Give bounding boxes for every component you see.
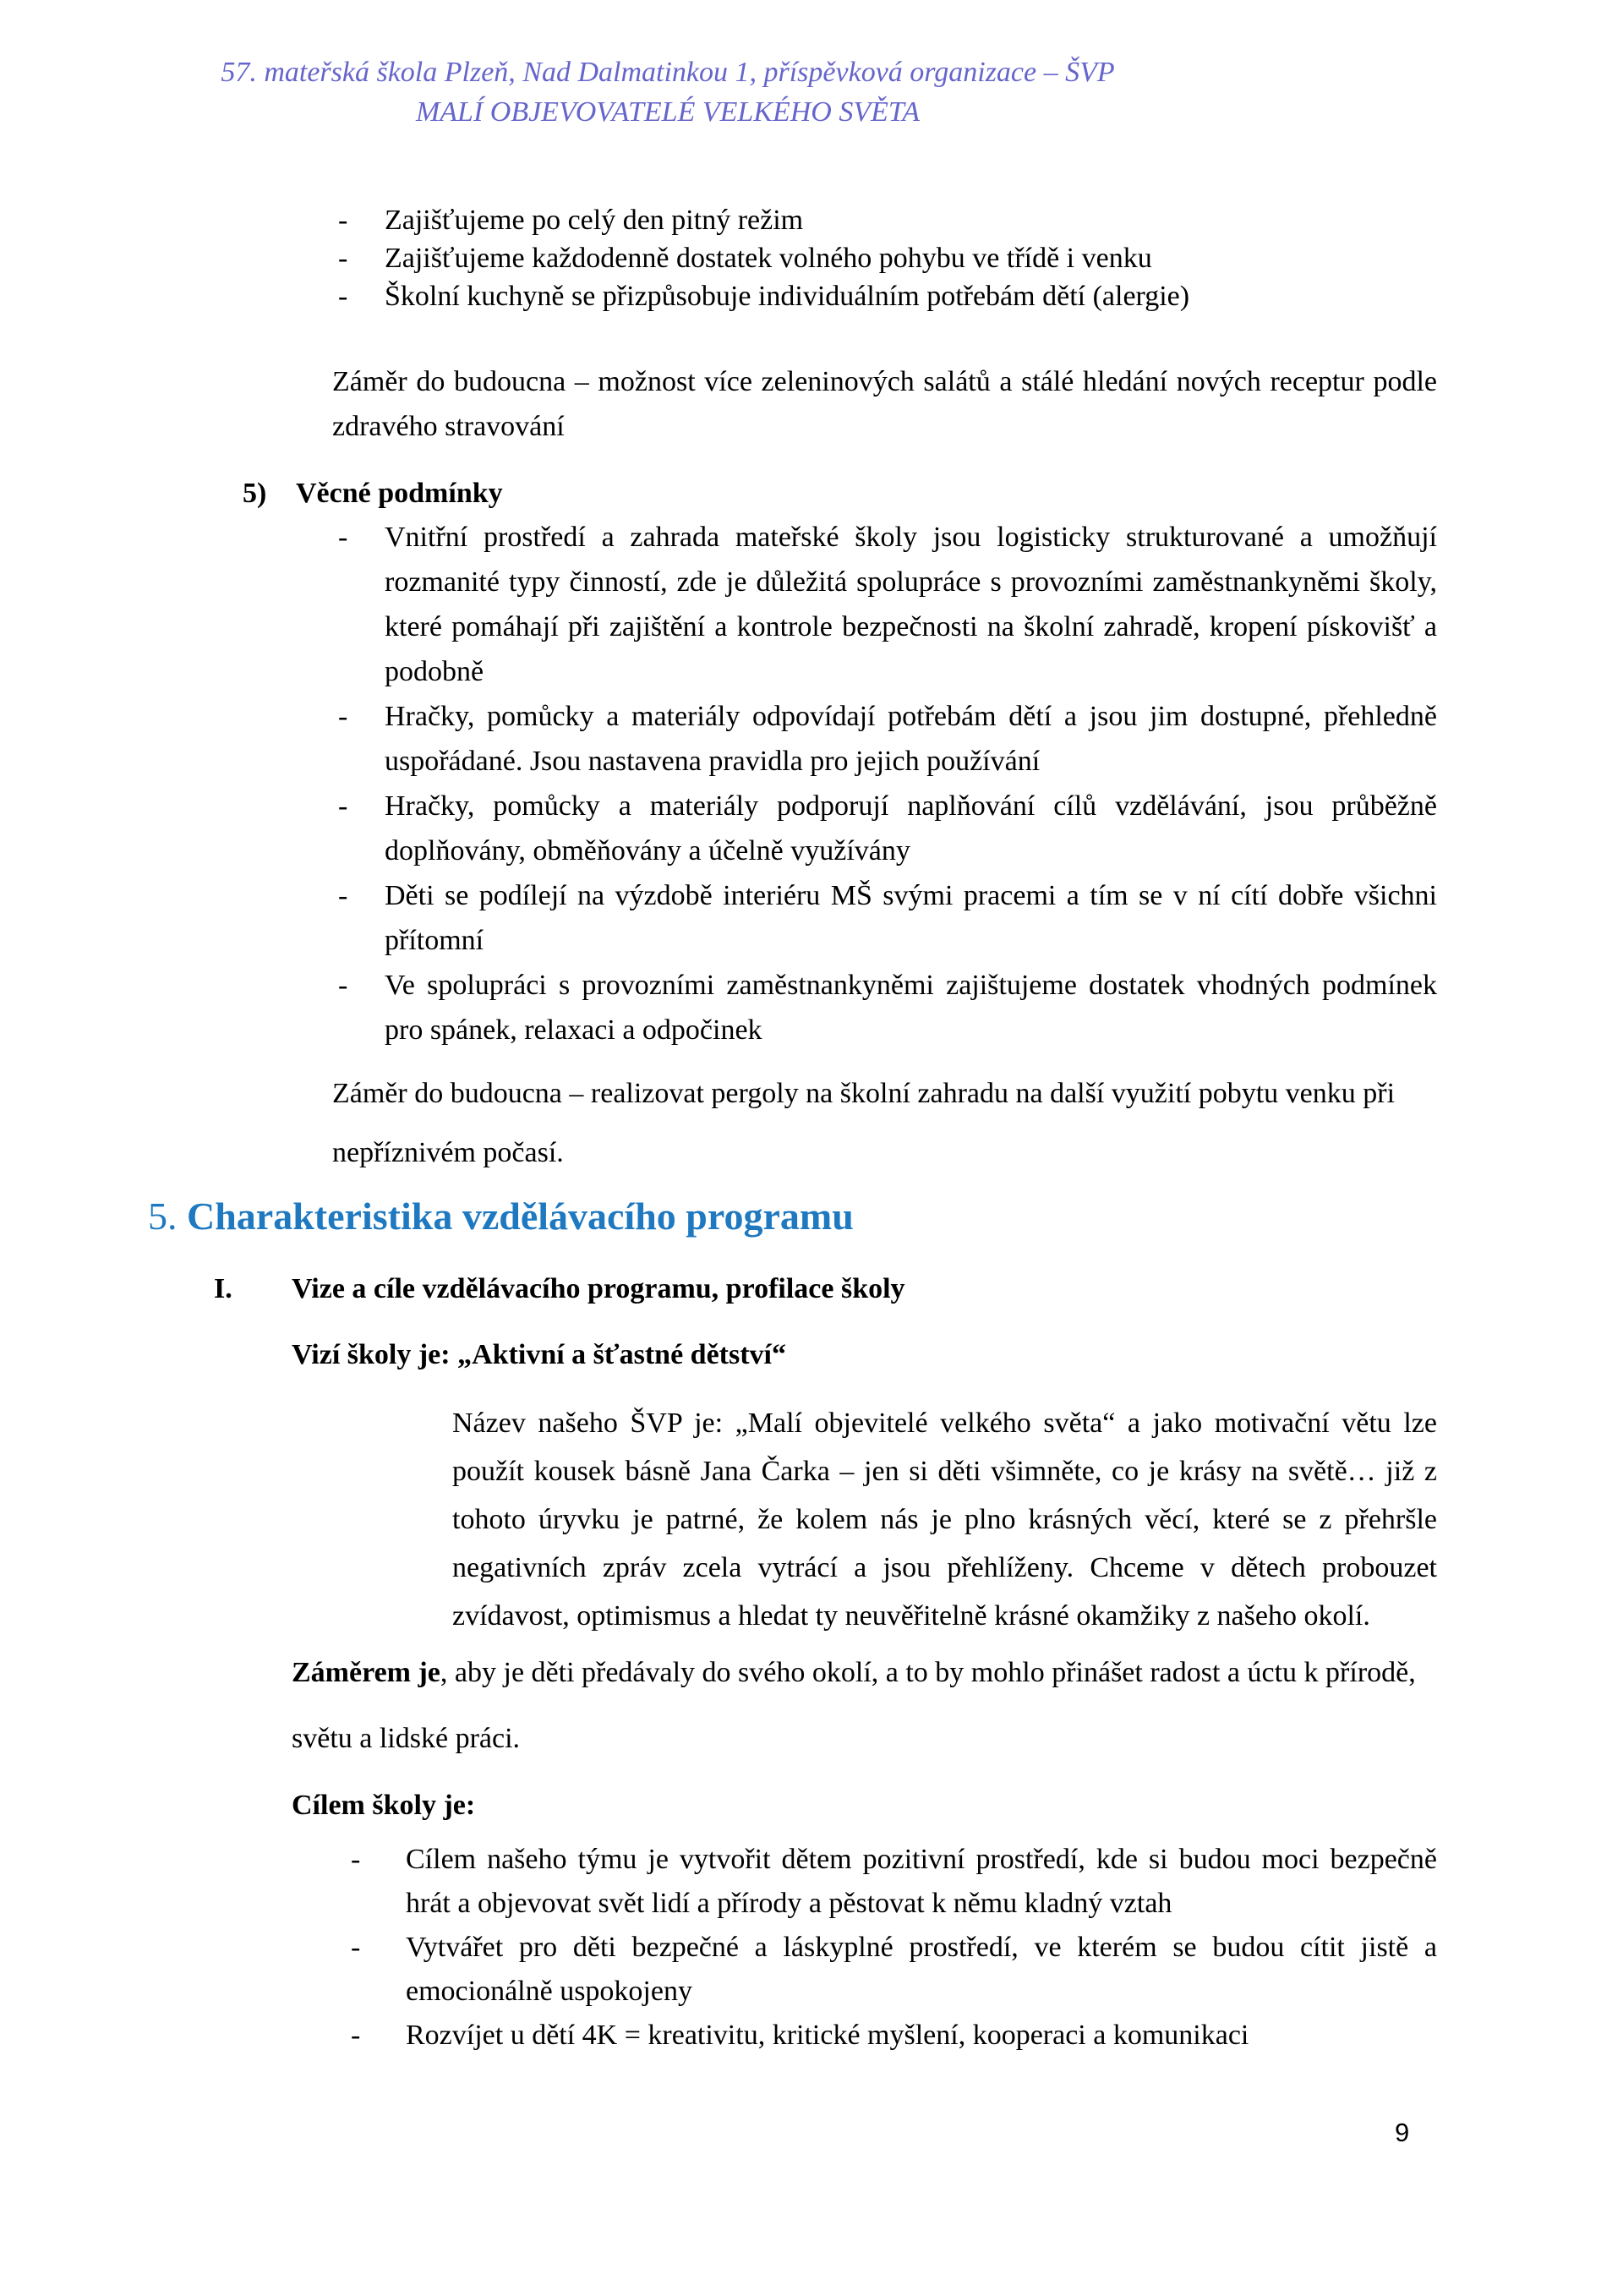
dash-bullet: - (351, 1932, 361, 1963)
list-item-text: Školní kuchyně se přizpůsobuje individuálním potřebám dětí (alergie) (385, 281, 1190, 312)
material-intent-paragraph: Záměr do budoucna – realizovat pergoly na školní zahradu na další využití pobytu venku při nepříznivém počasí. (332, 1078, 1396, 1168)
heading-number: 5) (243, 478, 267, 509)
section-roman-numeral: I. (214, 1273, 232, 1304)
vision-section-heading (214, 1269, 1437, 1309)
list-item (338, 784, 1437, 873)
dash-bullet: - (338, 281, 348, 312)
material-bullet-list (338, 515, 1437, 1052)
dash-bullet: - (338, 790, 348, 822)
material-conditions-heading (243, 473, 1437, 515)
list-item (338, 873, 1437, 963)
dash-bullet: - (351, 1844, 361, 1875)
aim-paragraph-rest: , aby je děti předávaly do svého okolí, a to by mohlo přinášet radost a úctu k přírodě, světu a lidské práci. (292, 1657, 1416, 1754)
diet-bullet-list (338, 201, 1437, 315)
header-line-program: MALÍ OBJEVOVATELÉ VELKÉHO SVĚTA (415, 96, 921, 128)
list-item-text: Děti se podílejí na výzdobě interiéru MŠ svými pracemi a tím se v ní cítí dobře všichni přítomní (385, 880, 1437, 956)
chapter-heading (148, 1193, 1437, 1240)
page-number: 9 (1395, 2118, 1410, 2147)
list-item (351, 2014, 1437, 2058)
goals-label: Cílem školy je: (292, 1790, 476, 1821)
vision-statement: Vizí školy je: „Aktivní a šťastné dětství“ (292, 1339, 787, 1370)
dash-bullet: - (338, 205, 348, 236)
chapter-title: Charakteristika vzdělávacího programu (187, 1194, 854, 1238)
list-item-text: Rozvíjet u dětí 4K = kreativitu, kritické myšlení, kooperaci a komunikaci (406, 2020, 1249, 2051)
list-item (338, 963, 1437, 1052)
diet-intent-paragraph: Záměr do budoucna – možnost více zeleninových salátů a stálé hledání nových receptur podle zdravého stravování (332, 366, 1437, 442)
list-item-text: Zajišťujeme každodenně dostatek volného pohybu ve třídě i venku (385, 243, 1152, 274)
list-item-text: Ve spolupráci s provozními zaměstnankyněmi zajištujeme dostatek vhodných podmínek pro spánek, relaxaci a odpočinek (385, 970, 1437, 1046)
heading-label: Věcné podmínky (296, 478, 503, 509)
list-item (351, 1926, 1437, 2014)
dash-bullet: - (338, 880, 348, 911)
aim-bold-lead: Záměrem je (292, 1657, 440, 1688)
header-line-school: 57. mateřská škola Plzeň, Nad Dalmatinkou 1, příspěvková organizace – ŠVP (221, 57, 1115, 88)
list-item-text: Hračky, pomůcky a materiály podporují naplňování cílů vzdělávání, jsou průběžně doplňovány, obměňovány a účelně využívány (385, 790, 1437, 866)
aim-paragraph (292, 1640, 1437, 1772)
goals-bullet-list (351, 1838, 1437, 2058)
running-header (110, 52, 1226, 132)
dash-bullet: - (338, 701, 348, 732)
list-item-text: Vnitřní prostředí a zahrada mateřské školy jsou logisticky strukturované a umožňují rozmanité typy činností, zde je důležitá spolupráce s provozními zaměstnankyněmi školy, které pomáhají při zajištění a kontrole bezpečnosti na školní zahradě, kropení pískovišť a podobně (385, 522, 1437, 687)
list-item (351, 1838, 1437, 1926)
chapter-number: 5. (148, 1194, 178, 1238)
list-item-text: Cílem našeho týmu je vytvořit dětem pozitivní prostředí, kde si budou moci bezpečně hrát a objevovat svět lidí a přírody a pěstovat k němu kladný vztah (406, 1844, 1437, 1919)
list-item (338, 201, 1437, 239)
list-item (338, 277, 1437, 315)
list-item (338, 515, 1437, 694)
vision-description-paragraph: Název našeho ŠVP je: „Malí objevitelé velkého světa“ a jako motivační větu lze použít kousek básně Jana Čarka – jen si děti všimněte, co je krásy na světě… již z tohoto úryvku je patrné, že kolem nás je plno krásných věcí, které se z přehršle negativních zpráv zcela vytrácí a jsou přehlíženy. Chceme v dětech probouzet zvídavost, optimismus a hledat ty neuvěřitelně krásné okamžiky z našeho okolí. (452, 1408, 1437, 1632)
list-item-text: Hračky, pomůcky a materiály odpovídají potřebám dětí a jsou jim dostupné, přehledně uspořádané. Jsou nastavena pravidla pro jejich používání (385, 701, 1437, 777)
dash-bullet: - (338, 243, 348, 274)
list-item (338, 239, 1437, 277)
list-item-text: Zajišťujeme po celý den pitný režim (385, 205, 804, 236)
list-item (338, 694, 1437, 784)
dash-bullet: - (338, 970, 348, 1001)
dash-bullet: - (351, 2020, 361, 2051)
dash-bullet: - (338, 522, 348, 553)
section-heading-label: Vize a cíle vzdělávacího programu, profilace školy (292, 1273, 905, 1304)
list-item-text: Vytvářet pro děti bezpečné a láskyplné prostředí, ve kterém se budou cítit jistě a emocionálně uspokojeny (406, 1932, 1437, 2007)
